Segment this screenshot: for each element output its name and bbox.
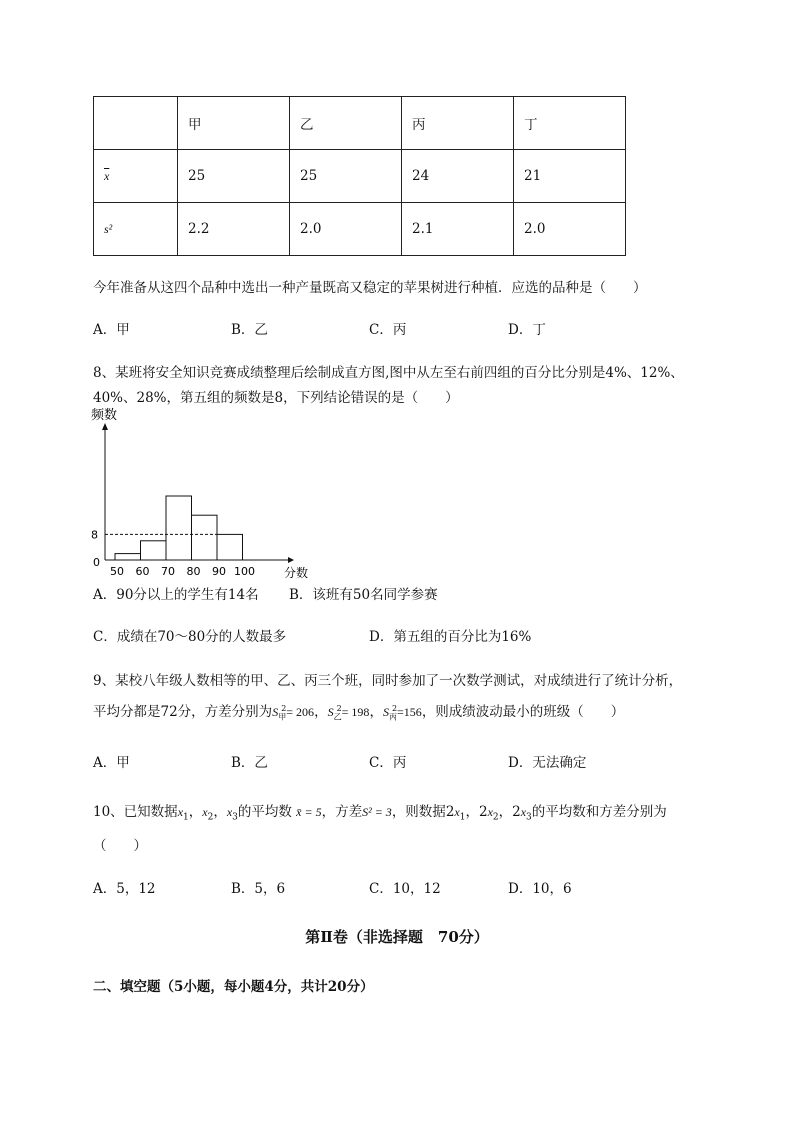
q10-stem-line2: （ ） [93,838,147,854]
table-row [94,203,626,256]
table-header-cell [94,97,178,150]
table-header-cell: 乙 [290,97,402,150]
q9-option-c: C．丙 [369,755,407,771]
histogram-bar [192,515,218,560]
table-cell: 25 [178,150,290,203]
q8-option-a: A．90分以上的学生有14名 [93,587,259,603]
y-axis-label: 频数 [91,408,118,423]
q10-option-c: C．10，12 [369,881,441,897]
histogram-bar [217,534,243,560]
x-tick-label: 70 [161,565,175,578]
q8-option-b: B．该班有50名同学参赛 [289,587,438,603]
table-cell: 2.1 [402,203,514,256]
histogram-bar [141,541,167,560]
x-tick-label: 80 [186,565,201,578]
q10-stem-line1: 10、已知数据$x_1$，$x_2$，$x_3$的平均数 x̄ = 5，方差S² = 3，则数据$2x_1$，$2x_2$，$2x_3$的平均数和方差分别为 [93,804,667,823]
x-axis-label: 分数 [284,566,309,580]
table-header-cell: 丁 [514,97,626,150]
histogram-bar [166,496,192,560]
table-header-cell: 甲 [178,97,290,150]
q8-option-c: C．成绩在70～80分的人数最多 [93,629,287,645]
q9-stem-line2: 平均分都是72分，方差分别为$S_甲^2= 206$，$S_乙^2= 198$，$S_丙^2=156$，则成绩波动最小的班级（ ） [93,703,625,722]
q9-option-a: A．甲 [93,755,130,771]
varieties-table [93,96,626,256]
part-two-heading: 二、填空题（5小题，每小题4分，共计20分） [93,979,374,995]
q7-option-c: C．丙 [369,322,407,338]
histogram-chart [85,402,315,582]
q9-stem-line1: 9、某校八年级人数相等的甲、乙、丙三个班，同时参加了一次数学测试，对成绩进行了统计分析， [93,673,683,689]
table-cell: 2.0 [514,203,626,256]
x-tick-label: 100 [234,565,255,578]
table-header-row [94,97,626,150]
row-label-variance: s² [94,203,178,256]
x-tick-label: 50 [110,565,124,578]
q7-stem: 今年准备从这四个品种中选出一种产量既高又稳定的苹果树进行种植．应选的品种是（ ） [93,280,647,296]
x-tick-label: 90 [212,565,226,578]
table-cell: 21 [514,150,626,203]
q10-option-d: D．10，6 [508,881,572,897]
y-axis-arrow [102,423,108,430]
q7-option-b: B．乙 [231,322,268,338]
x-tick-label: 60 [135,565,150,578]
section-title: 第Ⅱ卷（非选择题 70分） [305,928,489,946]
table-cell: 2.0 [290,203,402,256]
histogram-bar [115,554,141,560]
q7-option-a: A．甲 [93,322,130,338]
table-row [94,150,626,203]
q9-option-b: B．乙 [231,755,268,771]
y-tick-label: 8 [91,528,98,542]
q10-option-a: A．5，12 [93,881,156,897]
q8-stem-line2: 40%、28%，第五组的频数是8，下列结论错误的是（ ） [93,390,459,406]
table-cell: 2.2 [178,203,290,256]
q8-option-d: D．第五组的百分比为16% [369,629,532,645]
table-cell: 25 [290,150,402,203]
table-cell: 24 [402,150,514,203]
q7-option-d: D．丁 [508,322,546,338]
row-label-mean: $\overline{x}$ [94,150,178,203]
q10-option-b: B．5，6 [231,881,286,897]
x-axis-arrow [288,557,294,563]
q8-stem-line1: 8、某班将安全知识竞赛成绩整理后绘制成直方图,图中从左至右前四组的百分比分别是4%、12%、 [93,365,684,381]
q9-option-d: D．无法确定 [508,755,587,771]
table-header-cell: 丙 [402,97,514,150]
y-tick-label: 0 [93,556,100,569]
